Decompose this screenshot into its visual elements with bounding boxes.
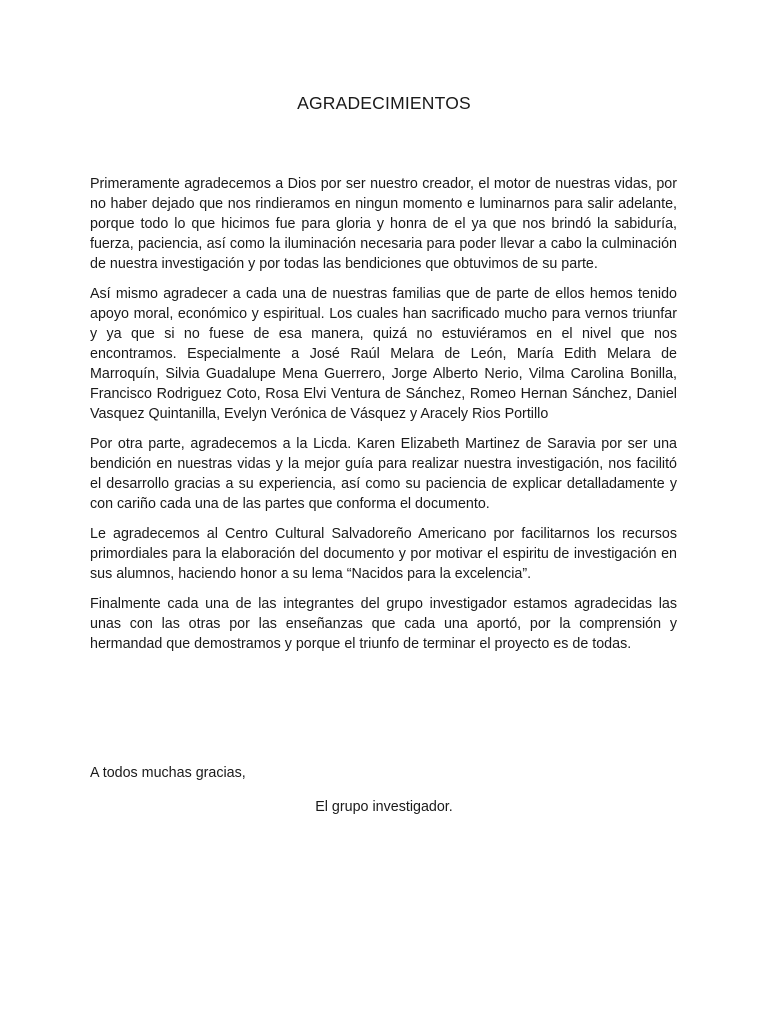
page-title: AGRADECIMIENTOS	[297, 93, 471, 113]
paragraph-advisor: Por otra parte, agradecemos a la Licda. Karen Elizabeth Martinez de Saravia por ser una bendición en nuestras vidas y la mejor guía para realizar nuestra investigación, nos facilitó el desarrollo gracias a su experiencia, así como su paciencia de explicar detalladamente y con cariño cada una de las partes que conforma el documento.	[90, 436, 677, 512]
paragraph-institution: Le agradecemos al Centro Cultural Salvadoreño Americano por facilitarnos los recursos primordiales para la elaboración del documento y por motivar el espiritu de investigación en sus alumnos, haciendo honor a su lema “Nacidos para la excelencia”.	[90, 526, 677, 582]
paragraph-team: Finalmente cada una de las integrantes del grupo investigador estamos agradecidas las unas con las otras por las enseñanzas que cada una aportó, por la comprensión y hermandad que demostramos y porque el triunfo de terminar el proyecto es de todas.	[90, 596, 677, 652]
closing-line: A todos muchas gracias,	[90, 765, 246, 781]
signature-line: El grupo investigador.	[315, 799, 453, 815]
paragraph-families: Así mismo agradecer a cada una de nuestras familias que de parte de ellos hemos tenido apoyo moral, económico y espiritual. Los cuales han sacrificado mucho para vernos triunfar y ya que si no fuese de esa manera, quizá no estuviéramos en el nivel que nos encontramos. Especialmente a José Raúl Melara de León, María Edith Melara de Marroquín, Silvia Guadalupe Mena Guerrero, Jorge Alberto Nerio, Vilma Carolina Bonilla, Francisco Rodriguez Coto, Rosa Elvi Ventura de Sánchez, Romeo Hernan Sánchez, Daniel Vasquez Quintanilla, Evelyn Verónica de Vásquez y Aracely Rios Portillo	[90, 286, 677, 422]
paragraph-god: Primeramente agradecemos a Dios por ser nuestro creador, el motor de nuestras vidas, por no haber dejado que nos rindieramos en ningun momento e luminarnos para salir adelante, porque todo lo que hicimos fue para gloria y honra de el ya que nos brindó la sabiduría, fuerza, paciencia, así como la iluminación necesaria para poder llevar a cabo la culminación de nuestra investigación y por todas las bendiciones que obtuvimos de su parte.	[90, 176, 677, 272]
document-body	[90, 174, 677, 664]
